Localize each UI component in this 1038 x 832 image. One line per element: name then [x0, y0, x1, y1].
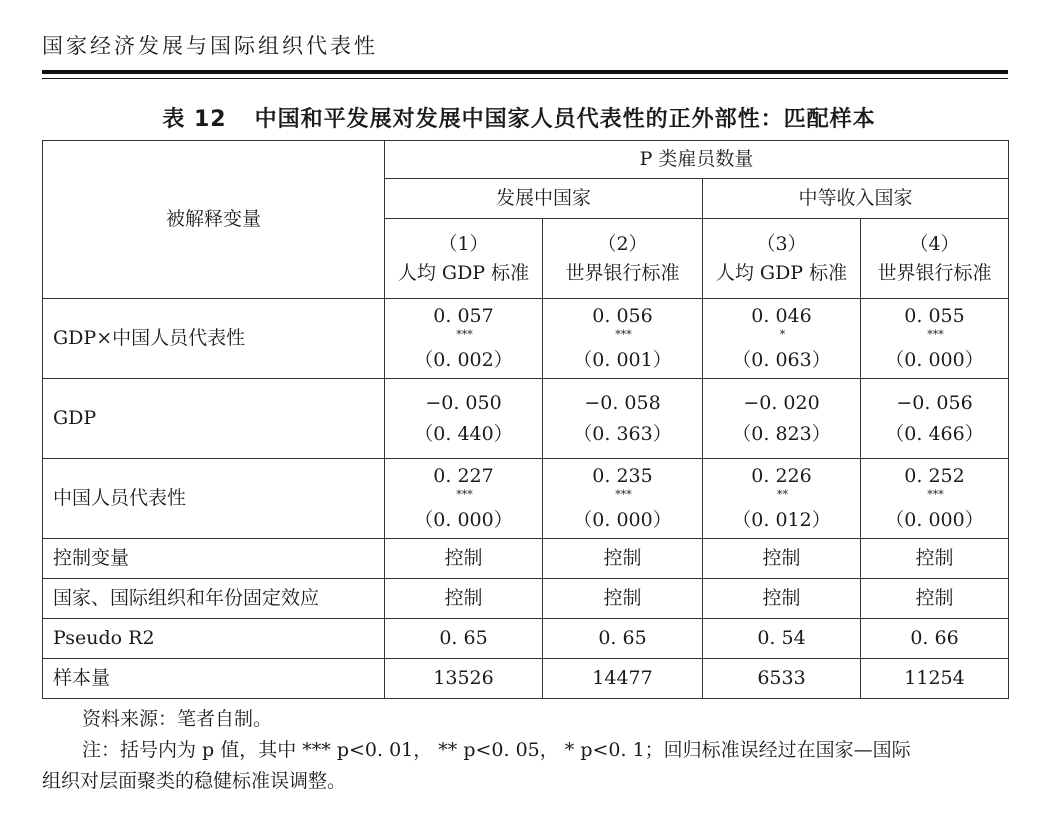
row-label: 控制变量 [43, 539, 385, 579]
table-cell: 控制 [385, 539, 543, 579]
coef-cell: −0. 058 （0. 363） [543, 379, 703, 459]
table-cell: 控制 [703, 579, 861, 619]
table-cell: 控制 [385, 579, 543, 619]
source-note: 资料来源：笔者自制。 [82, 708, 273, 730]
table-cell: 11254 [861, 659, 1009, 699]
row-label: 样本量 [43, 659, 385, 699]
table-title-text: 中国和平发展对发展中国家人员代表性的正外部性：匹配样本 [254, 107, 876, 132]
coef-cell: 0. 046 * （0. 063） [703, 299, 861, 379]
group-header-developing: 发展中国家 [385, 179, 703, 219]
table-title [0, 102, 1038, 133]
coef-cell: 0. 055 *** （0. 000） [861, 299, 1009, 379]
header-rule-thick [42, 70, 1008, 74]
header-row-top [43, 141, 1009, 179]
table-cell: 控制 [861, 539, 1009, 579]
header-rule-thin [42, 78, 1008, 79]
table-row [43, 579, 1009, 619]
table-cell: 0. 54 [703, 619, 861, 659]
coef-cell: −0. 056 （0. 466） [861, 379, 1009, 459]
table-row [43, 459, 1009, 539]
row-label: Pseudo R2 [43, 619, 385, 659]
table-cell: 控制 [543, 539, 703, 579]
coef-cell: −0. 020 （0. 823） [703, 379, 861, 459]
table-cell: 控制 [861, 579, 1009, 619]
column-header: （4） 世界银行标准 [861, 219, 1009, 299]
coef-cell: 0. 057 *** （0. 002） [385, 299, 543, 379]
table-row [43, 619, 1009, 659]
regression-table [42, 140, 1009, 699]
table-cell: 0. 65 [543, 619, 703, 659]
row-label: 中国人员代表性 [43, 459, 385, 539]
coef-cell: 0. 227 *** （0. 000） [385, 459, 543, 539]
table-number: 表 12 [162, 107, 227, 132]
column-header: （2） 世界银行标准 [543, 219, 703, 299]
table-cell: 0. 66 [861, 619, 1009, 659]
table-row [43, 659, 1009, 699]
table-row [43, 539, 1009, 579]
column-header: （3） 人均 GDP 标准 [703, 219, 861, 299]
coef-cell: 0. 235 *** （0. 000） [543, 459, 703, 539]
dep-var-header: 被解释变量 [43, 141, 385, 299]
table-cell: 控制 [703, 539, 861, 579]
row-label: 国家、国际组织和年份固定效应 [43, 579, 385, 619]
footnote-line-1: 注：括号内为 p 值，其中 *** p<0. 01， ** p<0. 05， * p<0. 1；回归标准误经过在国家—国际 [82, 739, 911, 761]
coef-cell: 0. 056 *** （0. 001） [543, 299, 703, 379]
group-header-middle-income: 中等收入国家 [703, 179, 1009, 219]
table-cell: 控制 [543, 579, 703, 619]
running-header: 国家经济发展与国际组织代表性 [42, 34, 378, 58]
table-row [43, 299, 1009, 379]
table-cell: 6533 [703, 659, 861, 699]
footnote-line-2: 组织对层面聚类的稳健标准误调整。 [42, 770, 347, 792]
table-row [43, 379, 1009, 459]
coef-cell: 0. 252 *** （0. 000） [861, 459, 1009, 539]
top-header: P 类雇员数量 [385, 141, 1009, 179]
coef-cell: −0. 050 （0. 440） [385, 379, 543, 459]
column-header: （1） 人均 GDP 标准 [385, 219, 543, 299]
coef-cell: 0. 226 ** （0. 012） [703, 459, 861, 539]
table-cell: 14477 [543, 659, 703, 699]
table-cell: 13526 [385, 659, 543, 699]
table-cell: 0. 65 [385, 619, 543, 659]
row-label: GDP [43, 379, 385, 459]
table-notes [42, 704, 1008, 797]
row-label: GDP×中国人员代表性 [43, 299, 385, 379]
